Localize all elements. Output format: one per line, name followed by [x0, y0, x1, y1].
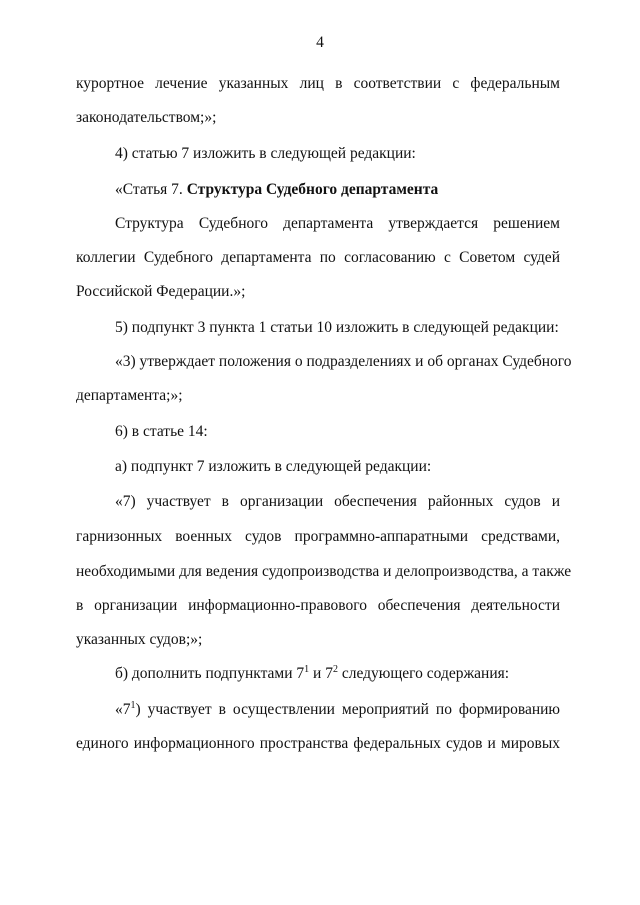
paragraph-line: указанных судов;»;: [76, 631, 203, 648]
article-heading-prefix: «Статья 7.: [115, 181, 187, 198]
paragraph-line: необходимыми для ведения судопроизводства и делопроизводства, а также: [76, 563, 572, 580]
article-heading-title: Структура Судебного департамента: [186, 181, 439, 198]
text-segment: б) дополнить подпунктами 7: [115, 665, 305, 682]
paragraph-line: [115, 700, 560, 720]
text-segment: следующего содержания:: [337, 665, 510, 682]
paragraph-line: [115, 664, 560, 684]
paragraph-line: единого информационного пространства федеральных судов и мировых: [76, 735, 560, 752]
text-segment: ) участвует в осуществлении мероприятий по формированию: [135, 701, 560, 718]
paragraph-line: гарнизонных военных судов программно-аппаратными средствами,: [76, 528, 560, 545]
superscript: 2: [332, 664, 338, 675]
paragraph-line: законодательством;»;: [76, 109, 217, 126]
paragraph-line: в организации информационно-правового обеспечения деятельности: [76, 597, 560, 614]
superscript: 1: [304, 664, 310, 675]
paragraph-line: 5) подпункт 3 пункта 1 статьи 10 изложить в следующей редакции:: [115, 319, 559, 336]
text-segment: и 7: [309, 665, 333, 682]
paragraph-line: а) подпункт 7 изложить в следующей редакции:: [115, 458, 432, 475]
paragraph-line: коллегии Судебного департамента по согласованию с Советом судей: [76, 249, 560, 266]
paragraph-line: департамента;»;: [76, 387, 183, 404]
paragraph-line: Структура Судебного департамента утверждается решением: [115, 215, 560, 232]
superscript: 1: [130, 700, 136, 711]
page-number: 4: [316, 34, 324, 51]
paragraph-line: курортное лечение указанных лиц в соответствии с федеральным: [76, 75, 560, 92]
article-heading: [115, 180, 560, 200]
paragraph-line: Российской Федерации.»;: [76, 283, 246, 300]
paragraph-line: «3) утверждает положения о подразделениях и об органах Судебного: [115, 353, 572, 370]
paragraph-line: «7) участвует в организации обеспечения районных судов и: [115, 493, 560, 510]
text-segment: «7: [115, 701, 131, 718]
paragraph-line: 6) в статье 14:: [115, 423, 208, 440]
paragraph-line: 4) статью 7 изложить в следующей редакции:: [115, 145, 416, 162]
